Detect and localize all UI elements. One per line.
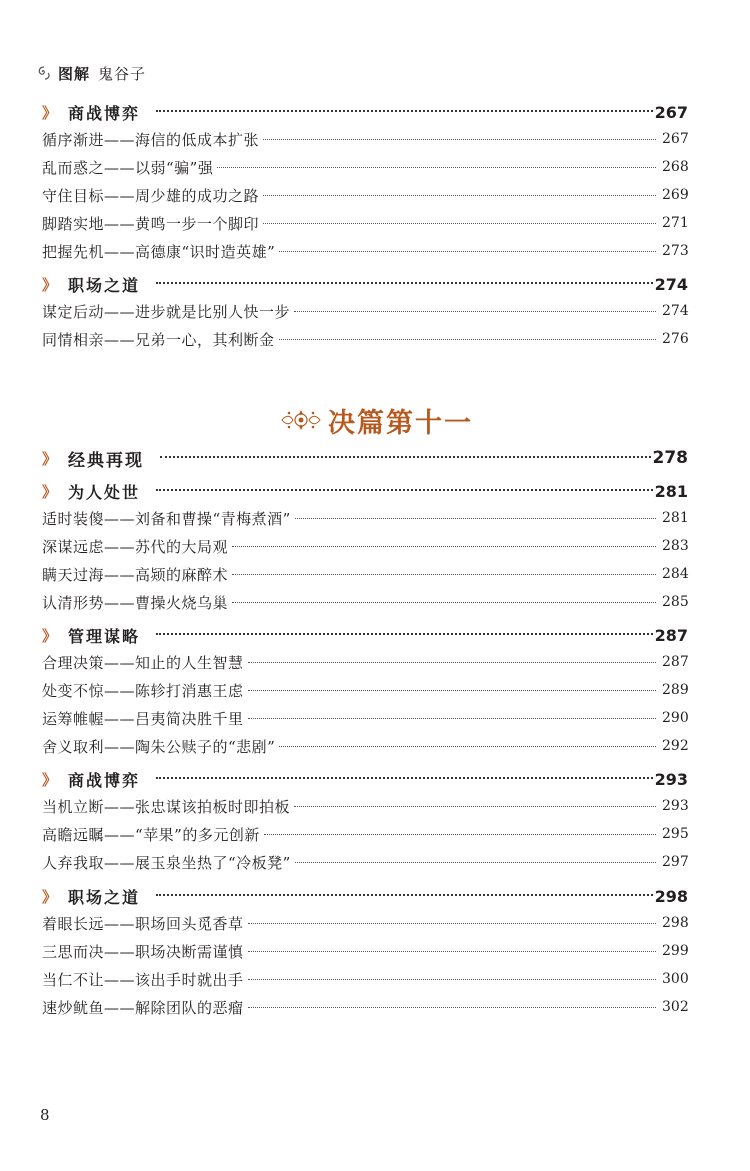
book-title: 图解 bbox=[58, 64, 91, 83]
dot-leader bbox=[248, 951, 656, 952]
toc-entry[interactable] bbox=[42, 299, 688, 323]
dot-leader bbox=[156, 633, 653, 635]
toc-entry[interactable] bbox=[42, 155, 688, 179]
entry-page: 289 bbox=[662, 682, 689, 698]
entry-title: 处变不惊——陈轸打消惠王虑 bbox=[42, 681, 244, 700]
entry-page: 274 bbox=[662, 303, 689, 319]
dot-leader bbox=[232, 574, 656, 575]
toc-entry[interactable] bbox=[42, 678, 688, 702]
entry-title: 脚踏实地——黄鸣一步一个脚印 bbox=[42, 214, 260, 233]
running-header bbox=[36, 62, 146, 84]
entry-page: 292 bbox=[662, 738, 689, 754]
entry-title: 合理决策——知止的人生智慧 bbox=[42, 653, 244, 672]
entry-title: 适时装傻——刘备和曹操“青梅煮酒” bbox=[42, 509, 291, 528]
entry-title: 速炒鱿鱼——解除团队的恶瘤 bbox=[42, 998, 244, 1017]
entry-title: 把握先机——高德康“识时造英雄” bbox=[42, 242, 276, 261]
section-page: 293 bbox=[654, 769, 688, 789]
section-page: 278 bbox=[652, 448, 688, 468]
dot-leader bbox=[294, 311, 656, 312]
section-marker: 》 bbox=[42, 103, 58, 122]
section-page: 267 bbox=[654, 102, 688, 122]
entry-page: 268 bbox=[662, 159, 689, 175]
dot-leader bbox=[248, 979, 656, 980]
dot-leader bbox=[248, 690, 656, 691]
entry-title: 当仁不让——该出手时就出手 bbox=[42, 970, 244, 989]
toc-entry[interactable] bbox=[42, 995, 688, 1019]
entry-title: 三思而决——职场决断需谨慎 bbox=[42, 942, 244, 961]
swirl-ornament-icon bbox=[36, 65, 52, 81]
entry-page: 293 bbox=[662, 798, 689, 814]
dot-leader bbox=[263, 195, 656, 196]
entry-page: 287 bbox=[662, 654, 689, 670]
dot-leader bbox=[248, 662, 656, 663]
toc-section[interactable] bbox=[42, 623, 688, 647]
entry-page: 298 bbox=[662, 915, 689, 931]
toc-entry[interactable] bbox=[42, 650, 688, 674]
page-number: 8 bbox=[40, 1106, 50, 1124]
dot-leader bbox=[295, 518, 656, 519]
chapter-heading bbox=[280, 400, 480, 440]
entry-title: 当机立断——张忠谋该拍板时即拍板 bbox=[42, 797, 291, 816]
toc-section[interactable] bbox=[42, 272, 688, 296]
toc-entry[interactable] bbox=[42, 939, 688, 963]
chapter-title: 决篇第十一 bbox=[328, 407, 473, 439]
entry-title: 循序渐进——海信的低成本扩张 bbox=[42, 130, 260, 149]
toc-entry[interactable] bbox=[42, 506, 688, 530]
dot-leader bbox=[156, 110, 653, 112]
entry-title: 着眼长远——职场回头觅香草 bbox=[42, 914, 244, 933]
entry-title: 高瞻远瞩——“苹果”的多元创新 bbox=[42, 825, 260, 844]
section-title: 经典再现 bbox=[68, 450, 144, 471]
toc-entry[interactable] bbox=[42, 127, 688, 151]
entry-title: 舍义取利——陶朱公赎子的“悲剧” bbox=[42, 737, 276, 756]
toc-section[interactable] bbox=[42, 767, 688, 791]
toc-entry[interactable] bbox=[42, 327, 688, 351]
entry-page: 283 bbox=[662, 538, 689, 554]
book-subtitle: 鬼谷子 bbox=[98, 64, 147, 83]
toc-section[interactable] bbox=[42, 479, 688, 503]
toc-entry[interactable] bbox=[42, 211, 688, 235]
entry-page: 299 bbox=[662, 943, 689, 959]
dot-leader bbox=[295, 862, 656, 863]
section-marker: 》 bbox=[42, 449, 58, 468]
dot-leader bbox=[279, 339, 656, 340]
entry-title: 运筹帷幄——吕夷简决胜千里 bbox=[42, 709, 244, 728]
entry-page: 302 bbox=[662, 999, 689, 1015]
section-marker: 》 bbox=[42, 482, 58, 501]
toc-entry[interactable] bbox=[42, 794, 688, 818]
dot-leader bbox=[156, 894, 653, 896]
entry-title: 深谋远虑——苏代的大局观 bbox=[42, 537, 229, 556]
entry-page: 285 bbox=[662, 594, 689, 610]
section-title: 管理谋略 bbox=[68, 626, 141, 646]
entry-page: 271 bbox=[662, 215, 689, 231]
section-page: 298 bbox=[654, 886, 688, 906]
dot-leader bbox=[156, 489, 653, 491]
toc-entry[interactable] bbox=[42, 534, 688, 558]
entry-title: 乱而惑之——以弱“骗”强 bbox=[42, 158, 214, 177]
entry-page: 300 bbox=[662, 971, 689, 987]
entry-title: 人弃我取——展玉泉坐热了“冷板凳” bbox=[42, 853, 291, 872]
section-marker: 》 bbox=[42, 770, 58, 789]
dot-leader bbox=[232, 602, 656, 603]
toc-entry[interactable] bbox=[42, 734, 688, 758]
entry-page: 267 bbox=[662, 131, 689, 147]
section-title: 职场之道 bbox=[68, 275, 141, 295]
entry-page: 276 bbox=[662, 331, 689, 347]
dot-leader bbox=[156, 777, 653, 779]
section-page: 287 bbox=[654, 625, 688, 645]
toc-entry[interactable] bbox=[42, 967, 688, 991]
entry-page: 290 bbox=[662, 710, 689, 726]
dot-leader bbox=[248, 718, 656, 719]
toc-entry[interactable] bbox=[42, 239, 688, 263]
section-title: 商战博弈 bbox=[68, 103, 141, 123]
dot-leader bbox=[160, 456, 651, 458]
toc-section[interactable] bbox=[42, 100, 688, 124]
dot-leader bbox=[294, 806, 656, 807]
dot-leader bbox=[217, 167, 656, 168]
toc-section[interactable] bbox=[42, 884, 688, 908]
toc-entry[interactable] bbox=[42, 822, 688, 846]
dot-leader bbox=[264, 834, 656, 835]
entry-title: 谋定后动——进步就是比别人快一步 bbox=[42, 302, 291, 321]
entry-title: 同情相亲——兄弟一心，其利断金 bbox=[42, 330, 275, 349]
entry-page: 281 bbox=[662, 510, 689, 526]
entry-title: 守住目标——周少雄的成功之路 bbox=[42, 186, 260, 205]
entry-page: 297 bbox=[662, 854, 689, 870]
entry-page: 269 bbox=[662, 187, 689, 203]
toc-entry[interactable] bbox=[42, 850, 688, 874]
section-title: 商战博弈 bbox=[68, 770, 141, 790]
toc-entry[interactable] bbox=[42, 590, 688, 614]
section-marker: 》 bbox=[42, 887, 58, 906]
entry-page: 295 bbox=[662, 826, 689, 842]
dot-leader bbox=[263, 139, 656, 140]
toc-entry[interactable] bbox=[42, 706, 688, 730]
entry-page: 273 bbox=[662, 243, 689, 259]
toc-section[interactable] bbox=[42, 446, 688, 470]
section-marker: 》 bbox=[42, 275, 58, 294]
dot-leader bbox=[263, 223, 656, 224]
dot-leader bbox=[156, 282, 653, 284]
section-page: 281 bbox=[654, 481, 688, 501]
toc-entry[interactable] bbox=[42, 911, 688, 935]
dot-leader bbox=[248, 1007, 656, 1008]
dot-leader bbox=[279, 251, 656, 252]
flower-ornament-icon bbox=[280, 407, 322, 433]
section-marker: 》 bbox=[42, 626, 58, 645]
section-page: 274 bbox=[654, 274, 688, 294]
section-title: 为人处世 bbox=[68, 482, 141, 502]
entry-page: 284 bbox=[662, 566, 689, 582]
entry-title: 认清形势——曹操火烧乌巢 bbox=[42, 593, 229, 612]
dot-leader bbox=[279, 746, 656, 747]
entry-title: 瞒天过海——高颎的麻醉术 bbox=[42, 565, 229, 584]
section-title: 职场之道 bbox=[68, 887, 141, 907]
toc-entry[interactable] bbox=[42, 562, 688, 586]
toc-entry[interactable] bbox=[42, 183, 688, 207]
dot-leader bbox=[248, 923, 656, 924]
dot-leader bbox=[232, 546, 656, 547]
